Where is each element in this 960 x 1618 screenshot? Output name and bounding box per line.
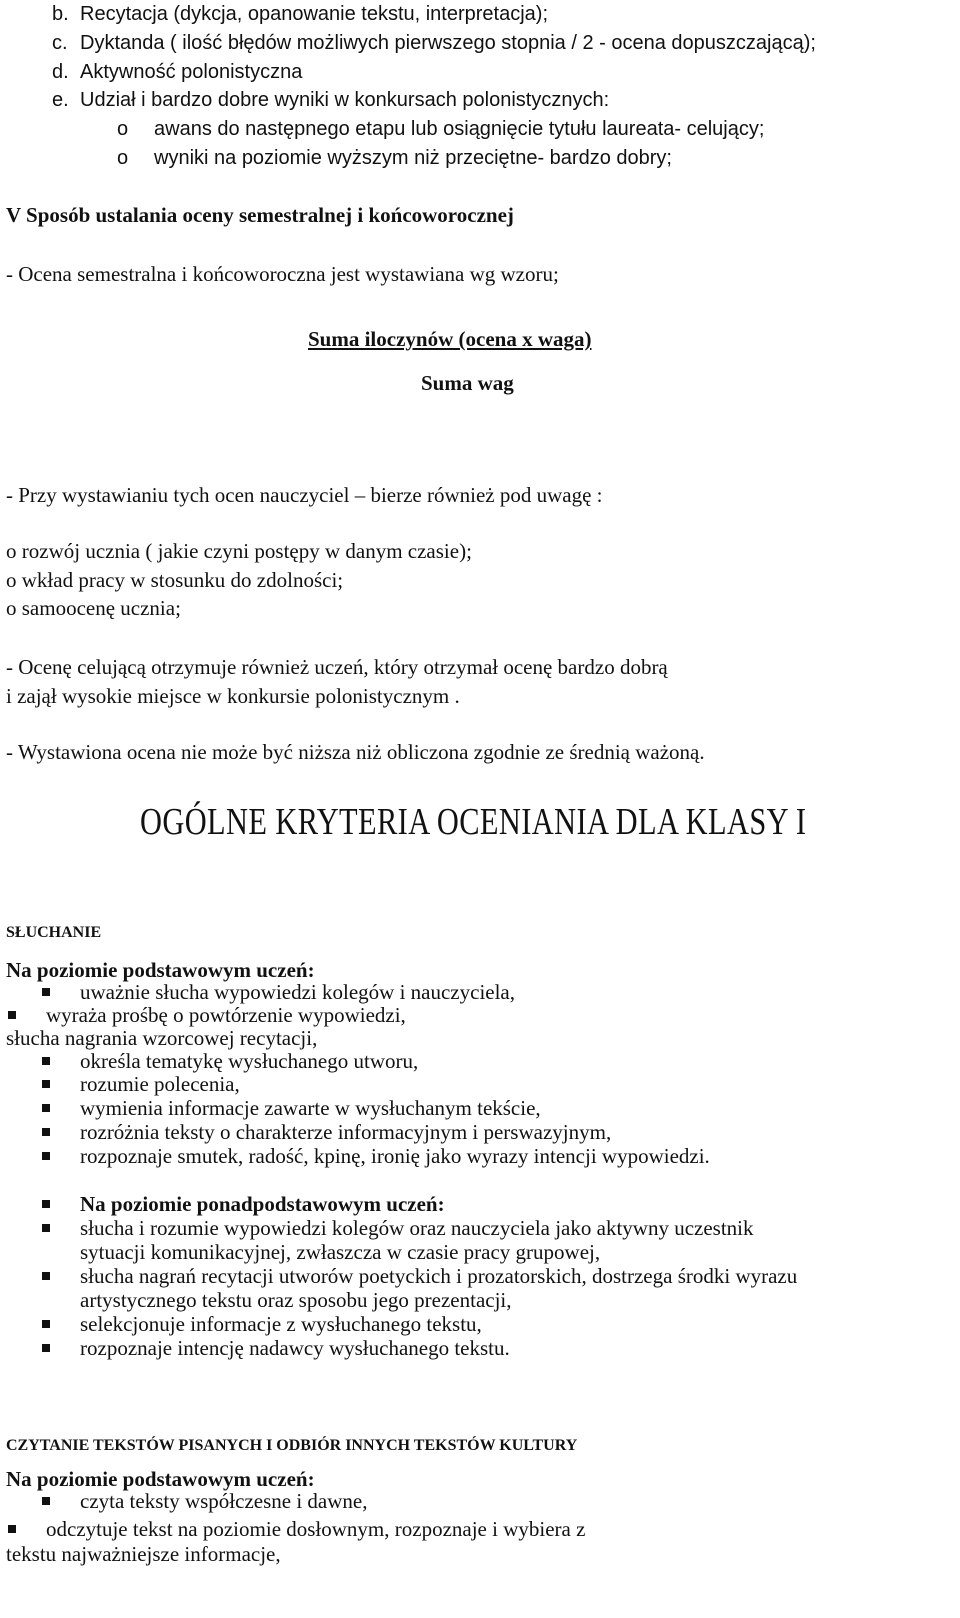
sublist-item: wyniki na poziomie wyższym niż przeciętne- bardzo dobry; xyxy=(154,147,672,169)
list-marker: d. xyxy=(52,61,69,83)
list-item: wymienia informacje zawarte w wysłuchanym tekście, xyxy=(80,1096,541,1120)
bullet-icon xyxy=(42,1272,50,1280)
bullet-icon xyxy=(42,1224,50,1232)
list-item: słucha i rozumie wypowiedzi kolegów oraz nauczyciela jako aktywny uczestnik xyxy=(80,1216,754,1240)
bullet-icon xyxy=(42,988,50,996)
list-marker: e. xyxy=(52,89,69,111)
list-item: rozpoznaje smutek, radość, kpinę, ironię jako wyrazy intencji wypowiedzi. xyxy=(80,1144,710,1168)
list-item: selekcjonuje informacje z wysłuchanego tekstu, xyxy=(80,1312,482,1336)
list-item: Aktywność polonistyczna xyxy=(80,61,303,83)
list-item: Dyktanda ( ilość błędów możliwych pierwszego stopnia / 2 - ocena dopuszczającą); xyxy=(80,32,816,54)
list-item: rozpoznaje intencję nadawcy wysłuchanego tekstu. xyxy=(80,1336,510,1360)
bullet-icon xyxy=(42,1080,50,1088)
list-item: słucha nagrań recytacji utworów poetyckich i prozatorskich, dostrzega środki wyrazu xyxy=(80,1264,798,1288)
bullet-icon xyxy=(42,1104,50,1112)
paragraph: - Ocena semestralna i końcoworoczna jest wystawiana wg wzoru; xyxy=(6,262,559,286)
page-title: OGÓLNE KRYTERIA OCENIANIA DLA KLASY I xyxy=(140,801,807,843)
sublist-item: awans do następnego etapu lub osiągnięcie tytułu laureata- celujący; xyxy=(154,118,765,140)
list-item: o samoocenę ucznia; xyxy=(6,596,181,620)
bullet-icon xyxy=(8,1525,16,1533)
section-heading: SŁUCHANIE xyxy=(6,924,102,941)
list-item: czyta teksty współczesne i dawne, xyxy=(80,1489,368,1513)
list-item: uważnie słucha wypowiedzi kolegów i nauczyciela, xyxy=(80,980,516,1004)
list-item: o rozwój ucznia ( jakie czyni postępy w danym czasie); xyxy=(6,539,472,563)
list-item-continuation: tekstu najważniejsze informacje, xyxy=(6,1542,281,1566)
list-marker: b. xyxy=(52,3,69,25)
bullet-icon xyxy=(8,1011,16,1019)
subsection-heading: Na poziomie podstawowym uczeń: xyxy=(6,958,315,982)
bullet-icon xyxy=(42,1200,50,1208)
bullet-icon xyxy=(42,1320,50,1328)
list-item: Udział i bardzo dobre wyniki w konkursach polonistycznych: xyxy=(80,89,610,111)
list-item-continuation: sytuacji komunikacyjnej, zwłaszcza w czasie pracy grupowej, xyxy=(80,1240,601,1264)
sublist-marker: o xyxy=(117,118,129,140)
list-item: określa tematykę wysłuchanego utworu, xyxy=(80,1049,419,1073)
section-heading: CZYTANIE TEKSTÓW PISANYCH I ODBIÓR INNYCH TEKSTÓW KULTURY xyxy=(6,1437,578,1454)
formula-numerator: Suma iloczynów (ocena x waga) xyxy=(308,327,592,351)
bullet-icon xyxy=(42,1497,50,1505)
list-item: odczytuje tekst na poziomie dosłownym, rozpoznaje i wybiera z xyxy=(46,1517,586,1541)
list-marker: c. xyxy=(52,32,68,54)
paragraph: - Ocenę celującą otrzymuje również uczeń, który otrzymał ocenę bardzo dobrą xyxy=(6,655,668,679)
list-item: rozumie polecenia, xyxy=(80,1072,240,1096)
paragraph: i zajął wysokie miejsce w konkursie polonistycznym . xyxy=(6,684,460,708)
list-item-continuation: artystycznego tekstu oraz sposobu jego prezentacji, xyxy=(80,1288,512,1312)
subsection-heading: Na poziomie podstawowym uczeń: xyxy=(6,1467,315,1491)
section-heading: V Sposób ustalania oceny semestralnej i końcoworocznej xyxy=(6,203,514,227)
bullet-icon xyxy=(42,1057,50,1065)
sublist-marker: o xyxy=(117,147,129,169)
list-item: Recytacja (dykcja, opanowanie tekstu, interpretacja); xyxy=(80,3,549,25)
list-item: wyraża prośbę o powtórzenie wypowiedzi, xyxy=(46,1003,406,1027)
paragraph: - Przy wystawianiu tych ocen nauczyciel – bierze również pod uwagę : xyxy=(6,483,603,507)
bullet-icon xyxy=(42,1152,50,1160)
subsection-heading: Na poziomie ponadpodstawowym uczeń: xyxy=(80,1192,445,1216)
list-item: o wkład pracy w stosunku do zdolności; xyxy=(6,568,344,592)
formula-denominator: Suma wag xyxy=(421,371,514,395)
paragraph: - Wystawiona ocena nie może być niższa niż obliczona zgodnie ze średnią ważoną. xyxy=(6,740,705,764)
bullet-icon xyxy=(42,1128,50,1136)
bullet-icon xyxy=(42,1344,50,1352)
list-item: rozróżnia teksty o charakterze informacyjnym i perswazyjnym, xyxy=(80,1120,612,1144)
paragraph: słucha nagrania wzorcowej recytacji, xyxy=(6,1026,318,1050)
